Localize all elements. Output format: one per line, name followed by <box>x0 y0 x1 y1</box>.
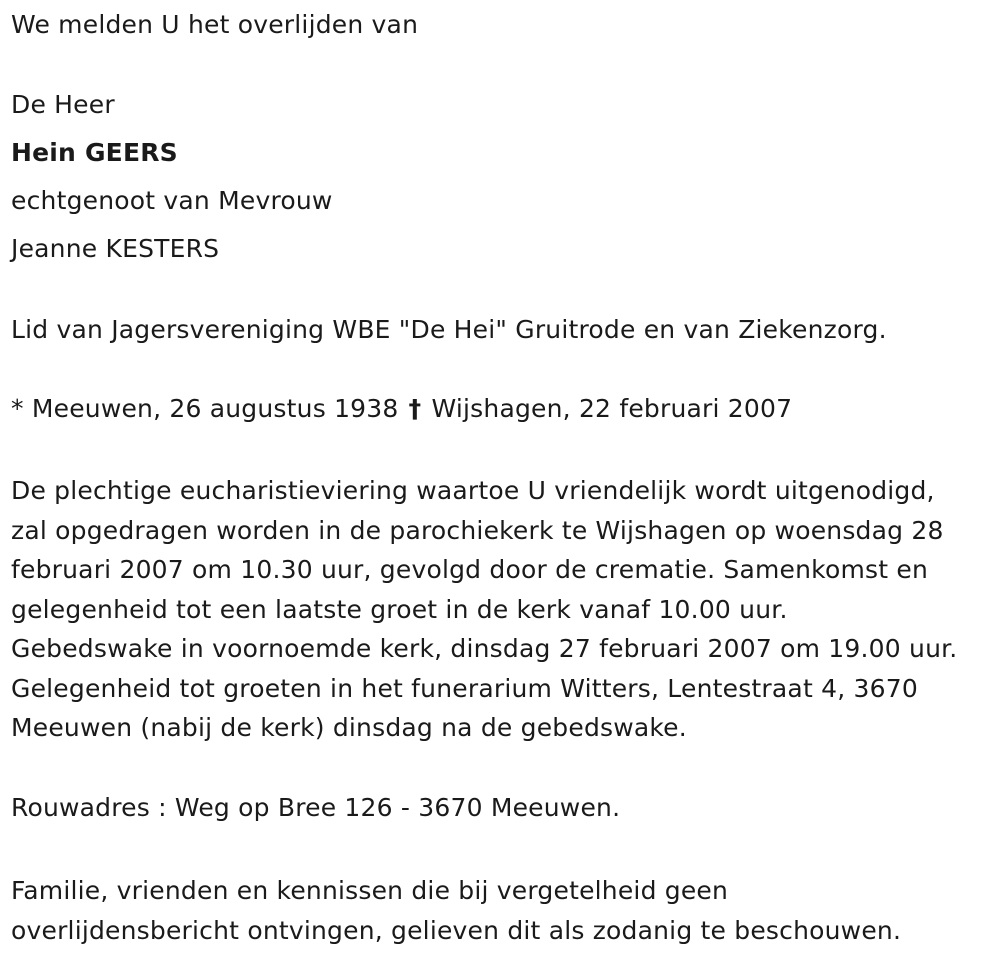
ceremony-line: zal opgedragen worden in de parochiekerk te Wijshagen op woensdag 28 <box>11 515 944 545</box>
ceremony-line: februari 2007 om 10.30 uur, gevolgd door de crematie. Samenkomst en <box>11 555 929 584</box>
ceremony-line: Gelegenheid tot groeten in het funerarium Witters, Lentestraat 4, 3670 <box>11 673 918 703</box>
ceremony-line: Meeuwen (nabij de kerk) dinsdag na de gebedswake. <box>11 713 687 742</box>
death-info: Wijshagen, 22 februari 2007 <box>431 394 793 423</box>
closing-line: overlijdensbericht ontvingen, gelieven dit als zodanig te beschouwen. <box>11 915 902 945</box>
ceremony-line: gelegenheid tot een laatste groet in de kerk vanaf 10.00 uur. <box>11 594 788 624</box>
dates-line <box>11 394 792 424</box>
spouse-line-2: Jeanne KESTERS <box>11 234 220 263</box>
salutation: De Heer <box>11 90 115 119</box>
closing-line: Familie, vrienden en kennissen die bij vergetelheid geen <box>11 876 729 905</box>
ceremony-line: Gebedswake in voornoemde kerk, dinsdag 27 februari 2007 om 19.00 uur. <box>11 634 958 663</box>
mourning-address: Rouwadres : Weg op Bree 126 - 3670 Meeuwen. <box>11 793 621 822</box>
deceased-name: Hein GEERS <box>11 138 178 167</box>
birth-info: * Meeuwen, 26 augustus 1938 <box>11 394 399 423</box>
intro-text: We melden U het overlijden van <box>11 10 419 39</box>
ceremony-paragraph <box>11 471 957 748</box>
spouse-line-1: echtgenoot van Mevrouw <box>11 186 333 215</box>
closing-paragraph <box>11 871 901 950</box>
membership-text: Lid van Jagersvereniging WBE "De Hei" Gruitrode en van Ziekenzorg. <box>11 315 887 344</box>
ceremony-line: De plechtige eucharistieviering waartoe U vriendelijk wordt uitgenodigd, <box>11 476 935 505</box>
cross-icon: † <box>408 394 422 423</box>
